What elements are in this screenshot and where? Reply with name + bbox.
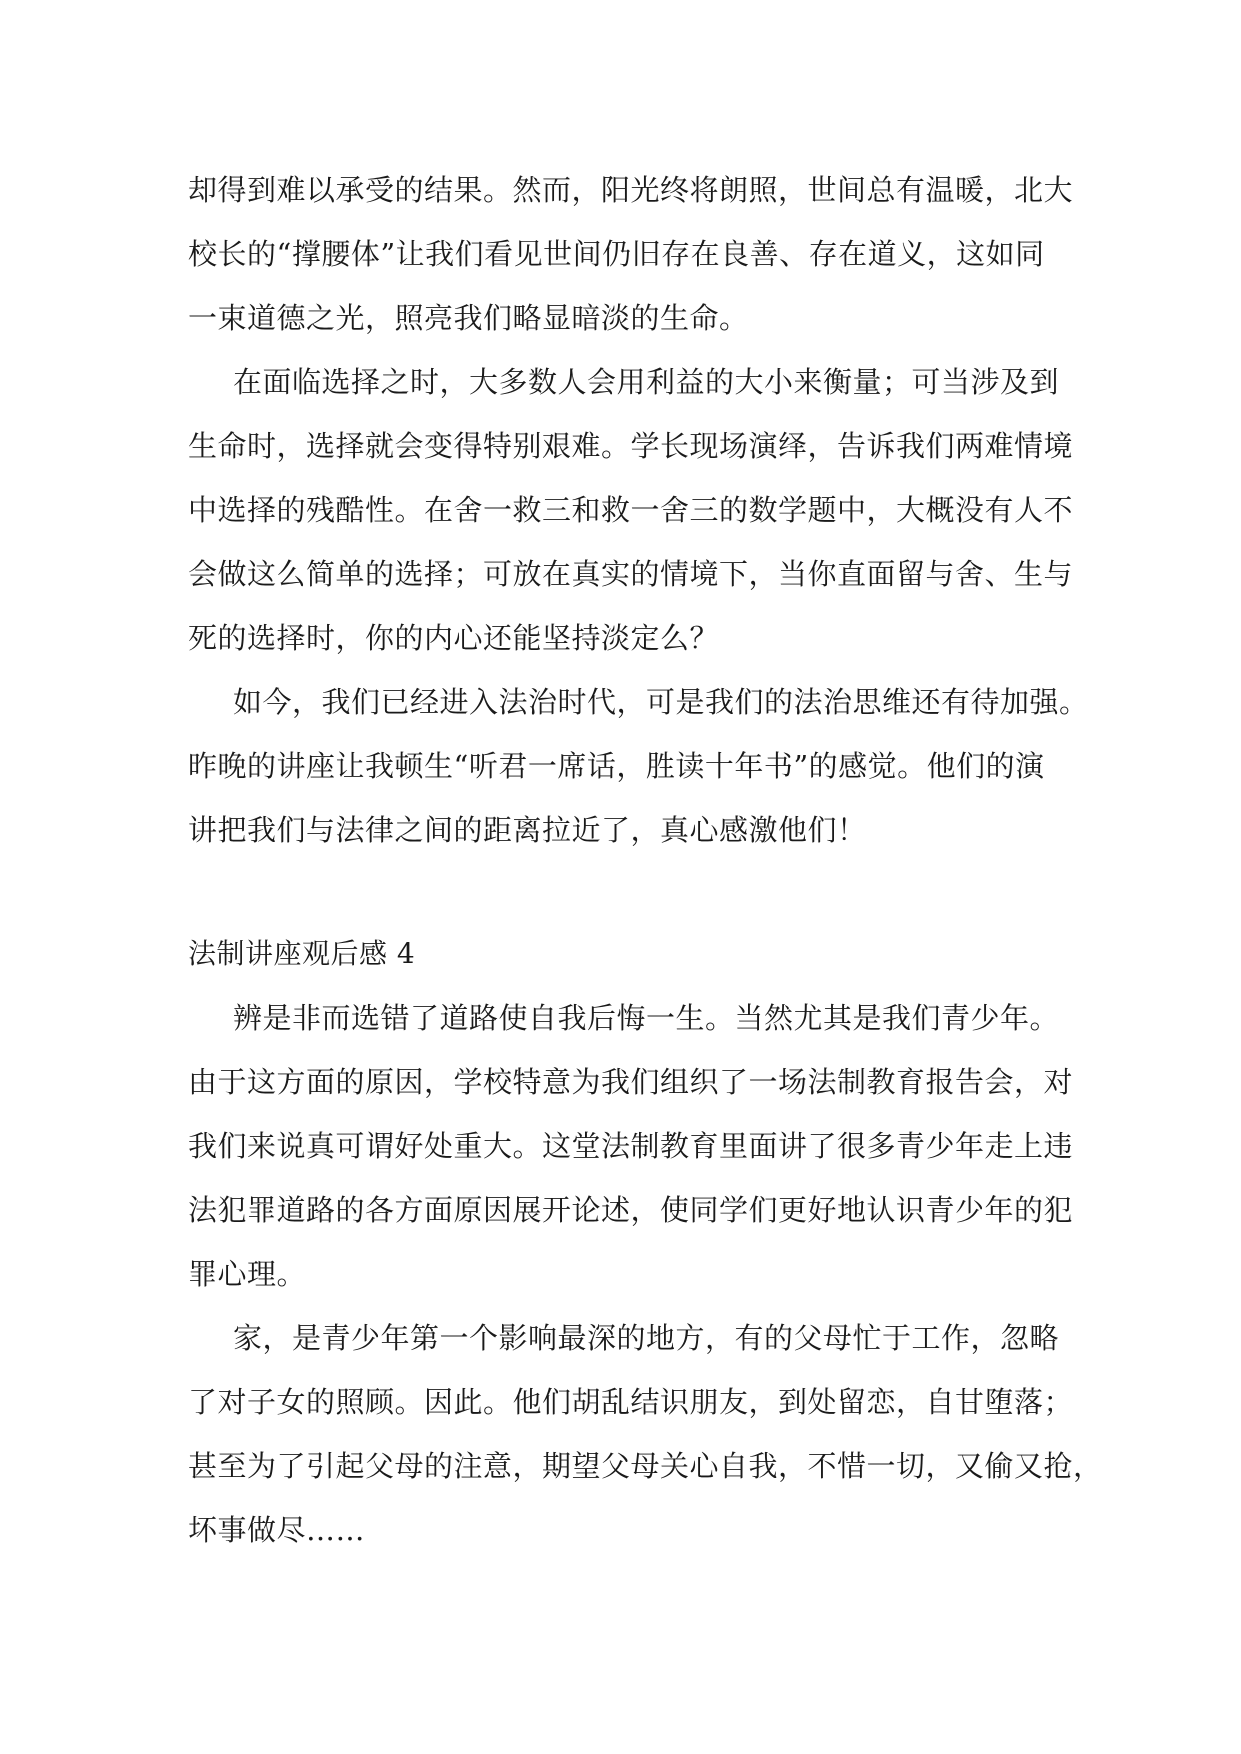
section-title: 法制讲座观后感 4 xyxy=(188,937,416,970)
text-line: 甚至为了引起父母的注意，期望父母关心自我，不惜一切，又偷又抢， xyxy=(188,1449,1103,1483)
text-line: 罪心理。 xyxy=(188,1257,307,1291)
text-line: 在面临选择之时，大多数人会用利益的大小来衡量；可当涉及到 xyxy=(233,365,1060,399)
text-line: 生命时，选择就会变得特别艰难。学长现场演绎，告诉我们两难情境 xyxy=(188,429,1074,463)
text-line: 中选择的残酷性。在舍一救三和救一舍三的数学题中，大概没有人不 xyxy=(188,493,1074,527)
text-line: 由于这方面的原因，学校特意为我们组织了一场法制教育报告会，对 xyxy=(188,1065,1074,1099)
section-spacer xyxy=(188,862,1058,922)
text-line: 家，是青少年第一个影响最深的地方，有的父母忙于工作，忽略 xyxy=(233,1321,1060,1355)
document-body xyxy=(188,158,1103,1562)
text-line: 却得到难以承受的结果。然而，阳光终将朗照，世间总有温暖，北大 xyxy=(188,173,1074,207)
text-line: 我们来说真可谓好处重大。这堂法制教育里面讲了很多青少年走上违 xyxy=(188,1129,1074,1163)
text-line: 了对子女的照顾。因此。他们胡乱结识朋友，到处留恋，自甘堕落； xyxy=(188,1385,1074,1419)
text-line: 会做这么简单的选择；可放在真实的情境下，当你直面留与舍、生与 xyxy=(188,557,1074,591)
text-line: 校长的“撑腰体”让我们看见世间仍旧存在良善、存在道义，这如同 xyxy=(188,237,1045,271)
text-line: 一束道德之光，照亮我们略显暗淡的生命。 xyxy=(188,301,749,335)
text-line: 昨晚的讲座让我顿生“听君一席话，胜读十年书”的感觉。他们的演 xyxy=(188,749,1045,783)
text-line: 如今，我们已经进入法治时代，可是我们的法治思维还有待加强。 xyxy=(233,685,1089,719)
text-line: 辨是非而选错了道路使自我后悔一生。当然尤其是我们青少年。 xyxy=(233,1001,1060,1035)
text-line: 法犯罪道路的各方面原因展开论述，使同学们更好地认识青少年的犯 xyxy=(188,1193,1074,1227)
text-line: 坏事做尽…… xyxy=(188,1513,366,1547)
text-line: 讲把我们与法律之间的距离拉近了，真心感激他们！ xyxy=(188,813,867,847)
text-line: 死的选择时，你的内心还能坚持淡定么？ xyxy=(188,621,720,655)
